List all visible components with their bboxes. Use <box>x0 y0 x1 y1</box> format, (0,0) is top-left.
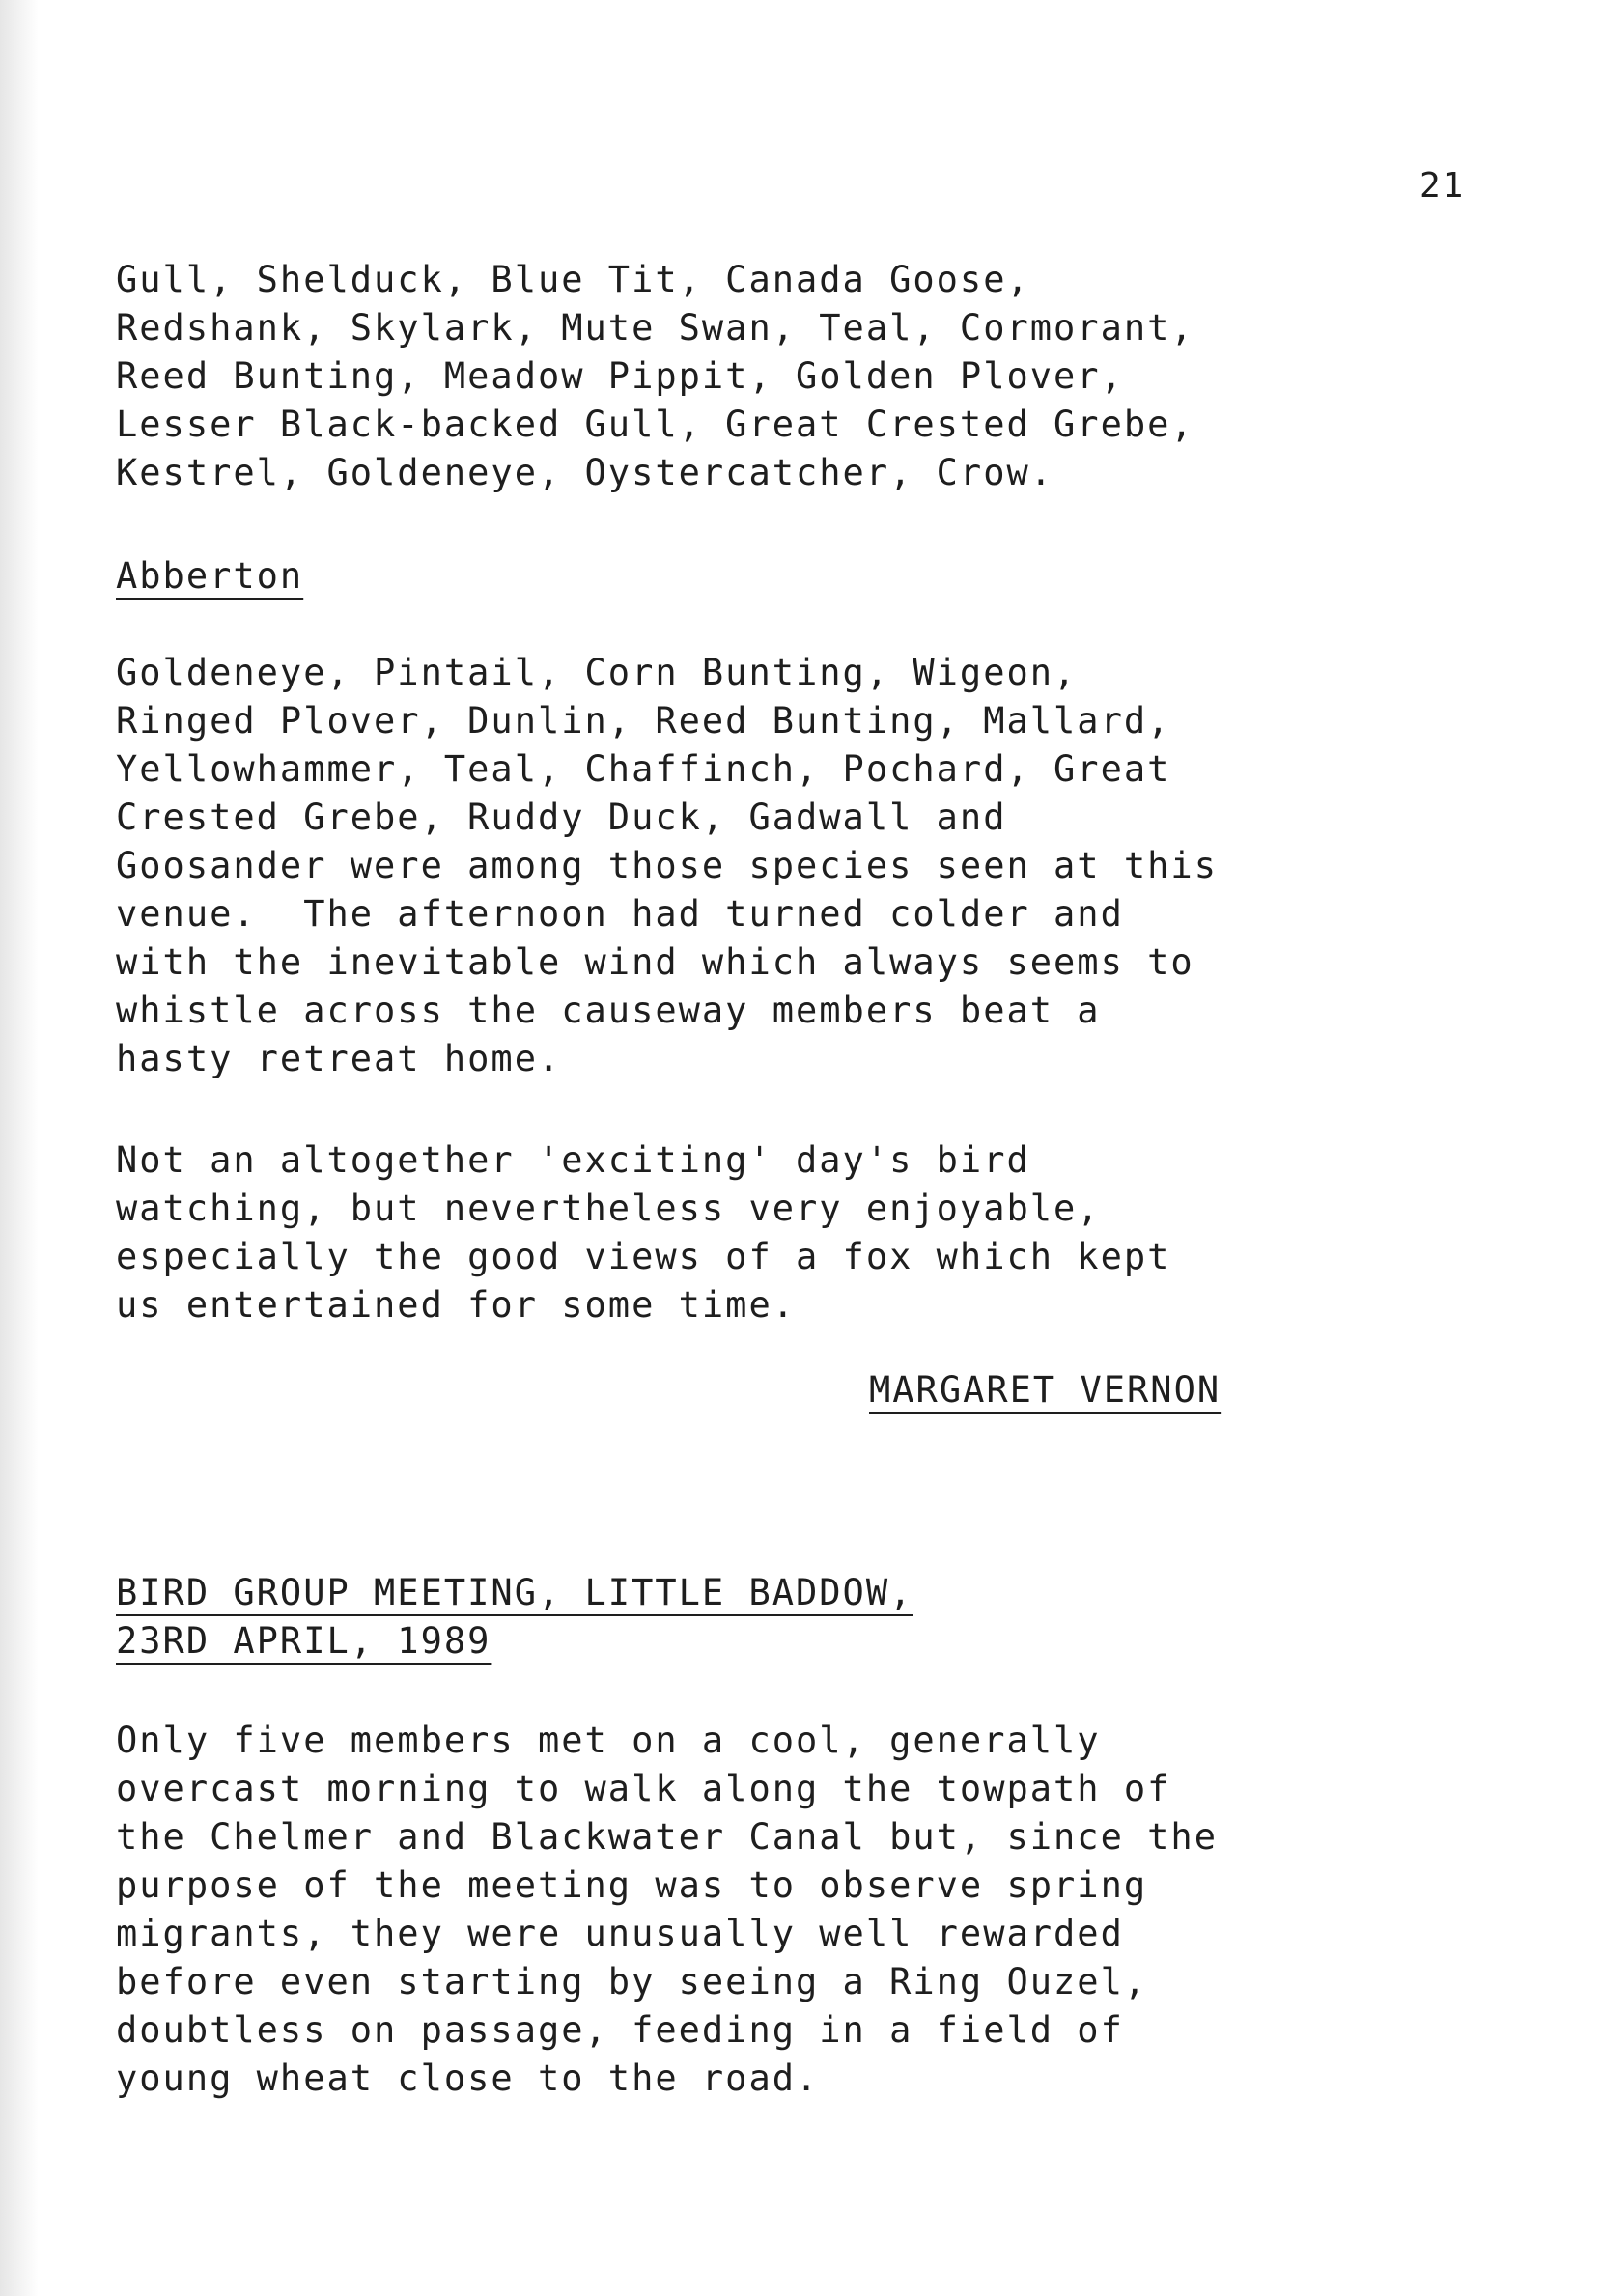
text-line: Ringed Plover, Dunlin, Reed Bunting, Mallard, <box>116 700 1171 742</box>
author-signature: MARGARET VERNON <box>869 1369 1222 1411</box>
text-line: with the inevitable wind which always seems to <box>116 941 1194 983</box>
text-line: young wheat close to the road. <box>116 2058 820 2099</box>
abberton-paragraph <box>116 649 1506 1083</box>
text-line: Crested Grebe, Ruddy Duck, Gadwall and <box>116 797 1007 838</box>
text-line: watching, but nevertheless very enjoyable, <box>116 1188 1101 1229</box>
text-line: Not an altogether 'exciting' day's bird <box>116 1139 1030 1181</box>
page-number: 21 <box>1419 166 1466 206</box>
text-line: us entertained for some time. <box>116 1284 797 1326</box>
text-line: Redshank, Skylark, Mute Swan, Teal, Cormorant, <box>116 307 1194 349</box>
text-line: whistle across the causeway members beat a <box>116 990 1101 1031</box>
page-shadow-edge <box>0 0 39 2296</box>
text-line: hasty retreat home. <box>116 1038 562 1079</box>
text-line: Lesser Black-backed Gull, Great Crested Grebe, <box>116 404 1194 445</box>
closing-paragraph <box>116 1136 1506 1330</box>
text-line: especially the good views of a fox which kept <box>116 1236 1171 1277</box>
text-line: Reed Bunting, Meadow Pippit, Golden Plover, <box>116 355 1124 397</box>
text-line: Yellowhammer, Teal, Chaffinch, Pochard, Great <box>116 748 1171 790</box>
text-line: Only five members met on a cool, generally <box>116 1720 1101 1761</box>
text-line: before even starting by seeing a Ring Ouzel, <box>116 1961 1148 2002</box>
text-line: Kestrel, Goldeneye, Oystercatcher, Crow. <box>116 452 1054 493</box>
meeting-heading-line1: BIRD GROUP MEETING, LITTLE BADDOW, <box>116 1572 913 1613</box>
text-line: venue. The afternoon had turned colder and <box>116 893 1124 935</box>
text-line: overcast morning to walk along the towpath of <box>116 1768 1171 1809</box>
meeting-paragraph <box>116 1717 1506 2103</box>
text-line: migrants, they were unusually well rewarded <box>116 1913 1124 1954</box>
text-line: Goosander were among those species seen at this <box>116 845 1218 886</box>
abberton-heading: Abberton <box>116 555 304 597</box>
bird-list-paragraph <box>116 256 1506 497</box>
text-line: the Chelmer and Blackwater Canal but, since the <box>116 1816 1218 1858</box>
text-line: Gull, Shelduck, Blue Tit, Canada Goose, <box>116 259 1030 300</box>
text-line: doubtless on passage, feeding in a field of <box>116 2009 1124 2051</box>
text-line: Goldeneye, Pintail, Corn Bunting, Wigeon, <box>116 652 1078 693</box>
text-line: purpose of the meeting was to observe spring <box>116 1864 1148 1906</box>
meeting-heading-line2: 23RD APRIL, 1989 <box>116 1620 492 1662</box>
